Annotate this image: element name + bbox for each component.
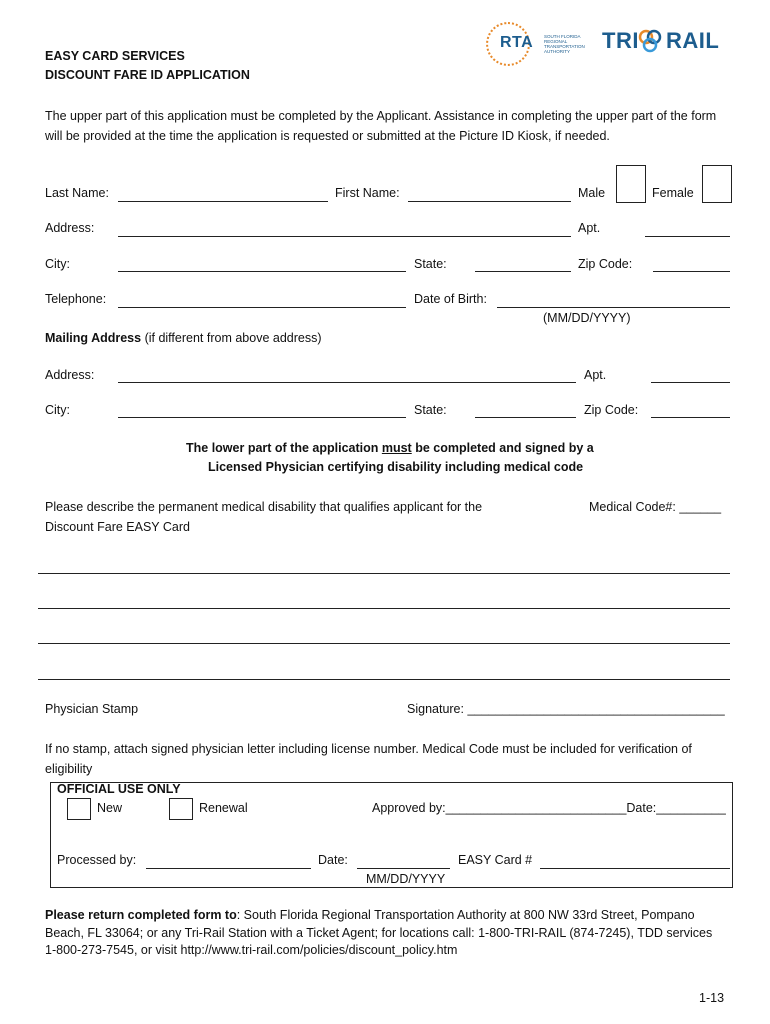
new-checkbox[interactable] — [67, 798, 91, 820]
male-label: Male — [578, 186, 606, 200]
zip-field[interactable] — [653, 271, 730, 272]
mailing-apt-field[interactable] — [651, 382, 730, 383]
medical-code-field[interactable]: Medical Code#: ______ — [589, 500, 722, 514]
trirail-logo-rail: RAIL — [666, 28, 720, 53]
dob-label: Date of Birth: — [414, 292, 487, 306]
mailing-address-field[interactable] — [118, 382, 576, 383]
notice-text-1: The lower part of the application — [186, 441, 382, 455]
renewal-checkbox[interactable] — [169, 798, 193, 820]
approved-by-field[interactable]: Approved by:__________________________Date:__________ — [372, 801, 726, 815]
address-field[interactable] — [118, 236, 571, 237]
telephone-field[interactable] — [118, 307, 406, 308]
male-checkbox[interactable] — [616, 165, 646, 203]
renewal-label: Renewal — [199, 801, 248, 815]
rta-logo-subtitle: SOUTH FLORIDA REGIONAL TRANSPORTATION AUTHORITY — [544, 34, 585, 54]
trirail-swirl-icon — [637, 28, 663, 54]
mailing-zip-label: Zip Code: — [584, 403, 639, 417]
mailing-city-label: City: — [45, 403, 70, 417]
description-line-4[interactable] — [38, 679, 730, 680]
female-label: Female — [652, 186, 694, 200]
description-line-2[interactable] — [38, 608, 730, 609]
mailing-city-field[interactable] — [118, 417, 406, 418]
zip-label: Zip Code: — [578, 257, 633, 271]
first-name-label: First Name: — [335, 186, 400, 200]
physician-stamp-label: Physician Stamp — [45, 702, 139, 716]
new-label: New — [97, 801, 123, 815]
city-label: City: — [45, 257, 70, 271]
first-name-field[interactable] — [408, 201, 571, 202]
official-use-heading: OFFICIAL USE ONLY — [57, 782, 181, 796]
city-field[interactable] — [118, 271, 406, 272]
official-date-field[interactable] — [357, 868, 450, 869]
form-subtitle: DISCOUNT FARE ID APPLICATION — [45, 68, 250, 82]
processed-by-label: Processed by: — [57, 853, 137, 867]
dob-field[interactable] — [497, 307, 730, 308]
mailing-zip-field[interactable] — [651, 417, 730, 418]
mailing-heading — [45, 331, 322, 345]
physician-notice-line2: Licensed Physician certifying disability including medical code — [208, 460, 584, 474]
mailing-apt-label: Apt. — [584, 368, 607, 382]
easy-card-field[interactable] — [540, 868, 730, 869]
description-line-3[interactable] — [38, 643, 730, 644]
female-checkbox[interactable] — [702, 165, 732, 203]
state-field[interactable] — [475, 271, 571, 272]
rta-logo-text: RTA — [500, 34, 534, 51]
return-text: : South Florida Regional Transportation Authority at 800 NW 33rd Street, Pompano Beach, FL 33064; or any Tri-Rail Station with a Ticket Agent; for locations call: 1-800-TRI-RAIL (874-7245), TDD services 1-800-273-7545, or visit http://www.tri-rail.com/policies/discount_policy.htm — [45, 908, 713, 957]
dob-format-hint: (MM/DD/YYYY) — [543, 311, 631, 325]
page-number: 1-13 — [699, 991, 725, 1005]
disability-description-line1: Please describe the permanent medical disability that qualifies applicant for the — [45, 500, 483, 514]
mailing-state-field[interactable] — [475, 417, 576, 418]
apt-label: Apt. — [578, 221, 601, 235]
form-title: EASY CARD SERVICES — [45, 49, 185, 63]
official-date-label: Date: — [318, 853, 348, 867]
mailing-heading-note: (if different from above address) — [141, 331, 322, 345]
mailing-address-label: Address: — [45, 368, 95, 382]
description-line-1[interactable] — [38, 573, 730, 574]
telephone-label: Telephone: — [45, 292, 107, 306]
intro-paragraph: The upper part of this application must be completed by the Applicant. Assistance in completing the upper part of the form will be provided at the time the application is requested or submitted at the Picture ID Kiosk, if needed. — [45, 109, 717, 143]
signature-field[interactable]: Signature: _____________________________________ — [407, 702, 725, 716]
physician-notice-line1 — [186, 441, 594, 455]
state-label: State: — [414, 257, 447, 271]
easy-card-label: EASY Card # — [458, 853, 533, 867]
return-instructions — [45, 907, 725, 960]
address-label: Address: — [45, 221, 95, 235]
mailing-state-label: State: — [414, 403, 447, 417]
trirail-logo-tri: TRI — [602, 28, 639, 53]
mailing-heading-bold: Mailing Address — [45, 331, 142, 345]
notice-must: must — [381, 441, 412, 455]
apt-field[interactable] — [645, 236, 730, 237]
return-heading: Please return completed form to — [45, 908, 237, 922]
processed-by-field[interactable] — [146, 868, 311, 869]
stamp-note: If no stamp, attach signed physician letter including license number. Medical Code must be included for verification of eligibility — [45, 742, 692, 776]
last-name-label: Last Name: — [45, 186, 109, 200]
last-name-field[interactable] — [118, 201, 328, 202]
disability-description-line2: Discount Fare EASY Card — [45, 520, 190, 534]
notice-text-2: be completed and signed by a — [411, 441, 594, 455]
official-date-format: MM/DD/YYYY — [366, 872, 446, 886]
